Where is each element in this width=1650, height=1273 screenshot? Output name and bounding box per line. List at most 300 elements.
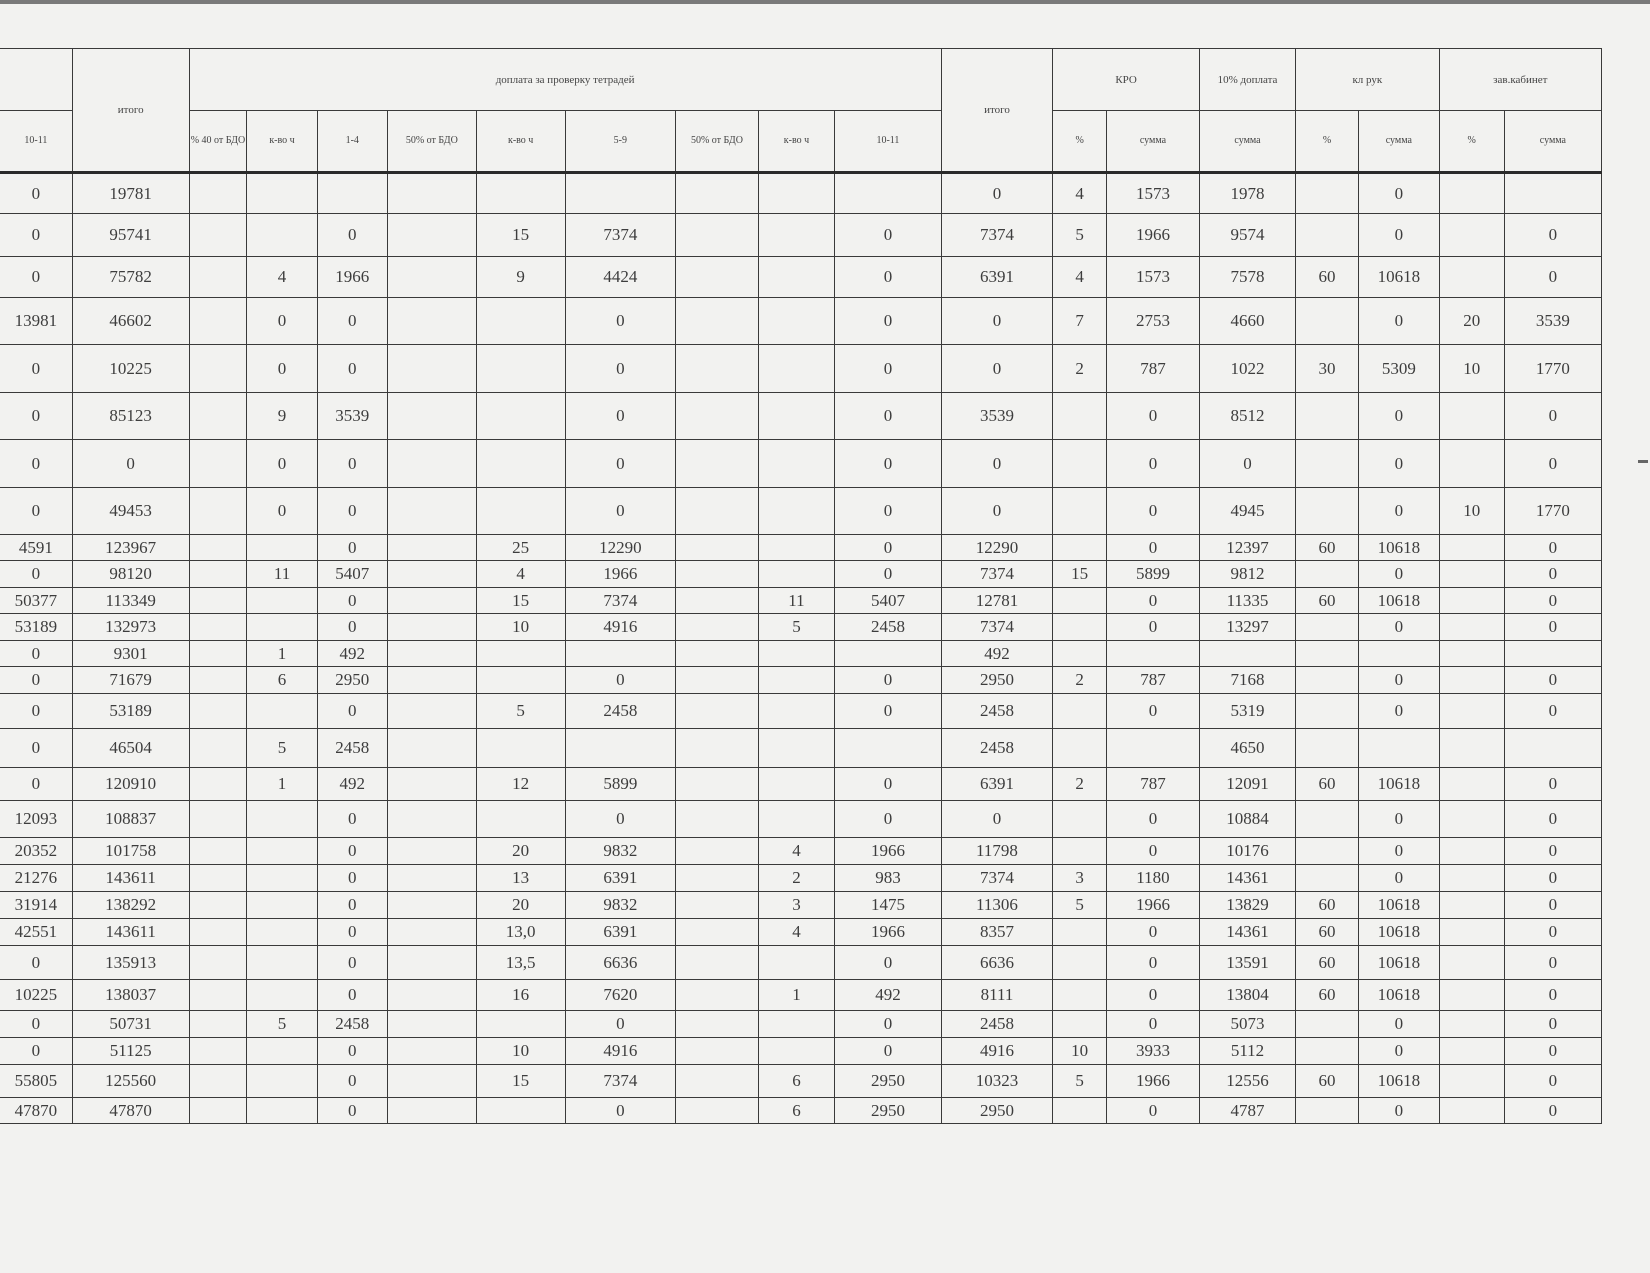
table-cell: 0: [317, 980, 387, 1011]
table-cell: [189, 393, 247, 440]
table-cell: [758, 1011, 834, 1038]
table-cell: [247, 838, 317, 865]
table-cell: [247, 1038, 317, 1065]
table-cell: 4: [758, 838, 834, 865]
table-cell: 787: [1106, 768, 1199, 801]
table-cell: 0: [1106, 614, 1199, 641]
table-cell: 1: [247, 641, 317, 667]
table-cell: 10225: [72, 345, 189, 393]
table-cell: 4591: [0, 535, 72, 561]
table-row: [0, 214, 1602, 257]
table-cell: 5319: [1199, 694, 1295, 729]
table-cell: 4660: [1199, 298, 1295, 345]
table-cell: 10323: [941, 1065, 1053, 1098]
table-cell: [189, 214, 247, 257]
table-cell: 0: [1359, 694, 1440, 729]
table-cell: 4916: [565, 614, 676, 641]
table-cell: [676, 488, 759, 535]
table-cell: 0: [1106, 694, 1199, 729]
table-cell: [758, 729, 834, 768]
subheader-cell: 50% от БДО: [387, 111, 476, 173]
table-row: [0, 1038, 1602, 1065]
table-cell: 0: [941, 440, 1053, 488]
table-cell: [1439, 641, 1504, 667]
table-cell: [758, 298, 834, 345]
table-cell: [758, 535, 834, 561]
table-cell: [1439, 892, 1504, 919]
table-cell: [1439, 980, 1504, 1011]
table-cell: 492: [941, 641, 1053, 667]
table-cell: [676, 946, 759, 980]
table-cell: 0: [247, 488, 317, 535]
table-cell: 4787: [1199, 1098, 1295, 1124]
table-cell: 10618: [1359, 1065, 1440, 1098]
table-cell: [476, 173, 565, 214]
table-cell: [1359, 641, 1440, 667]
table-cell: [247, 1065, 317, 1098]
table-cell: [565, 641, 676, 667]
table-cell: 0: [1359, 801, 1440, 838]
table-cell: [189, 614, 247, 641]
table-cell: 2: [758, 865, 834, 892]
table-cell: 21276: [0, 865, 72, 892]
table-cell: [758, 1038, 834, 1065]
table-cell: 10618: [1359, 535, 1440, 561]
table-cell: 0: [1359, 838, 1440, 865]
table-cell: 10: [476, 1038, 565, 1065]
table-cell: [189, 768, 247, 801]
table-cell: 7374: [941, 614, 1053, 641]
table-cell: 49453: [72, 488, 189, 535]
table-cell: [387, 1011, 476, 1038]
table-cell: 60: [1296, 946, 1359, 980]
table-cell: 0: [317, 838, 387, 865]
table-cell: [476, 1011, 565, 1038]
table-cell: 6391: [941, 257, 1053, 298]
table-cell: 983: [835, 865, 941, 892]
subheader-cell: к-во ч: [476, 111, 565, 173]
table-cell: [387, 298, 476, 345]
table-cell: [1439, 535, 1504, 561]
table-cell: [387, 865, 476, 892]
table-cell: 85123: [72, 393, 189, 440]
table-cell: 7374: [565, 1065, 676, 1098]
table-cell: 0: [1106, 440, 1199, 488]
table-cell: [387, 440, 476, 488]
table-cell: [189, 919, 247, 946]
table-row: [0, 298, 1602, 345]
table-cell: 0: [565, 393, 676, 440]
table-cell: [189, 801, 247, 838]
table-cell: 5073: [1199, 1011, 1295, 1038]
table-cell: 6: [247, 667, 317, 694]
table-cell: 108837: [72, 801, 189, 838]
table-cell: 0: [0, 641, 72, 667]
table-cell: [189, 1065, 247, 1098]
table-cell: 0: [1106, 946, 1199, 980]
table-cell: 0: [1504, 768, 1601, 801]
table-cell: 0: [0, 694, 72, 729]
table-cell: [189, 694, 247, 729]
table-row: [0, 946, 1602, 980]
table-cell: [247, 946, 317, 980]
table-cell: 1573: [1106, 257, 1199, 298]
table-cell: 132973: [72, 614, 189, 641]
table-cell: 5: [758, 614, 834, 641]
table-cell: 0: [1504, 865, 1601, 892]
table-cell: [387, 1065, 476, 1098]
table-cell: [1053, 440, 1107, 488]
table-cell: 5: [1053, 1065, 1107, 1098]
table-cell: [565, 729, 676, 768]
table-cell: 10: [476, 614, 565, 641]
table-cell: 4916: [941, 1038, 1053, 1065]
subheader-cell: %: [1296, 111, 1359, 173]
subheader-cell: %: [1053, 111, 1107, 173]
table-cell: [758, 440, 834, 488]
table-cell: 6636: [941, 946, 1053, 980]
table-cell: 53189: [72, 694, 189, 729]
table-cell: [1199, 641, 1295, 667]
table-cell: 7374: [941, 865, 1053, 892]
table-cell: 0: [0, 667, 72, 694]
table-cell: 7374: [941, 561, 1053, 588]
table-cell: 2: [1053, 768, 1107, 801]
subheader-cell: к-во ч: [758, 111, 834, 173]
table-cell: 7374: [565, 214, 676, 257]
table-cell: 1966: [1106, 1065, 1199, 1098]
table-cell: [189, 838, 247, 865]
table-cell: [676, 561, 759, 588]
table-cell: [1504, 173, 1601, 214]
table-cell: 20: [476, 838, 565, 865]
table-cell: 0: [835, 1011, 941, 1038]
table-body: [0, 173, 1602, 1124]
table-cell: 0: [1504, 892, 1601, 919]
table-cell: 3539: [1504, 298, 1601, 345]
table-cell: [758, 393, 834, 440]
table-cell: 0: [1359, 865, 1440, 892]
table-cell: 46602: [72, 298, 189, 345]
table-cell: [387, 919, 476, 946]
table-cell: [1439, 838, 1504, 865]
table-cell: 0: [0, 946, 72, 980]
table-cell: [317, 173, 387, 214]
table-row: [0, 1065, 1602, 1098]
table-cell: 0: [565, 298, 676, 345]
table-cell: 60: [1296, 1065, 1359, 1098]
table-cell: [1439, 1065, 1504, 1098]
table-cell: [1296, 801, 1359, 838]
subheader-row: [0, 111, 1602, 173]
subheader-cell: % 40 от БДО: [189, 111, 247, 173]
table-cell: 5899: [565, 768, 676, 801]
table-cell: 50377: [0, 588, 72, 614]
table-cell: 0: [835, 440, 941, 488]
table-cell: 1573: [1106, 173, 1199, 214]
table-cell: 5: [247, 729, 317, 768]
table-cell: [189, 257, 247, 298]
table-cell: 0: [1359, 440, 1440, 488]
table-cell: 5: [1053, 892, 1107, 919]
table-cell: 6391: [565, 865, 676, 892]
table-cell: 0: [0, 561, 72, 588]
table-cell: 6636: [565, 946, 676, 980]
table-cell: 1770: [1504, 488, 1601, 535]
table-cell: [247, 801, 317, 838]
table-cell: [676, 345, 759, 393]
table-cell: 15: [476, 588, 565, 614]
table-row: [0, 561, 1602, 588]
table-cell: 4: [1053, 173, 1107, 214]
table-cell: 13,5: [476, 946, 565, 980]
table-cell: [387, 614, 476, 641]
table-cell: [1439, 865, 1504, 892]
table-cell: 7374: [565, 588, 676, 614]
table-cell: 7620: [565, 980, 676, 1011]
table-cell: 8111: [941, 980, 1053, 1011]
table-cell: 0: [565, 1098, 676, 1124]
table-cell: 138037: [72, 980, 189, 1011]
table-cell: 9812: [1199, 561, 1295, 588]
table-cell: 143611: [72, 865, 189, 892]
subheader-cell: 1-4: [317, 111, 387, 173]
table-cell: 10618: [1359, 257, 1440, 298]
table-cell: [1053, 614, 1107, 641]
table-cell: 12781: [941, 588, 1053, 614]
table-cell: 1770: [1504, 345, 1601, 393]
table-cell: [1296, 694, 1359, 729]
table-cell: 1966: [835, 838, 941, 865]
table-cell: 2458: [317, 1011, 387, 1038]
table-cell: 4: [247, 257, 317, 298]
table-cell: 0: [1359, 298, 1440, 345]
table-cell: [189, 345, 247, 393]
table-cell: 0: [317, 488, 387, 535]
table-cell: 0: [565, 801, 676, 838]
table-cell: [1439, 768, 1504, 801]
table-cell: 0: [1359, 214, 1440, 257]
table-cell: [1053, 1098, 1107, 1124]
table-cell: [676, 214, 759, 257]
table-cell: [387, 173, 476, 214]
table-cell: [758, 694, 834, 729]
table-cell: [1053, 729, 1107, 768]
table-cell: 0: [317, 946, 387, 980]
table-cell: 0: [941, 173, 1053, 214]
table-cell: 2753: [1106, 298, 1199, 345]
table-cell: 0: [565, 345, 676, 393]
table-cell: [1439, 667, 1504, 694]
table-cell: [676, 1065, 759, 1098]
table-cell: 60: [1296, 980, 1359, 1011]
table-cell: 10225: [0, 980, 72, 1011]
table-cell: [1439, 946, 1504, 980]
table-cell: 0: [317, 345, 387, 393]
table-cell: [387, 892, 476, 919]
table-cell: 10618: [1359, 919, 1440, 946]
table-cell: [676, 257, 759, 298]
table-cell: 9832: [565, 838, 676, 865]
table-cell: [1296, 614, 1359, 641]
table-cell: 0: [1504, 667, 1601, 694]
table-cell: 5407: [317, 561, 387, 588]
table-cell: [189, 535, 247, 561]
table-cell: 4: [476, 561, 565, 588]
table-cell: 13297: [1199, 614, 1295, 641]
table-cell: [476, 1098, 565, 1124]
table-cell: [1106, 641, 1199, 667]
table-cell: 0: [1359, 667, 1440, 694]
table-cell: 7578: [1199, 257, 1295, 298]
table-cell: 2458: [565, 694, 676, 729]
table-cell: 0: [835, 946, 941, 980]
table-cell: 7: [1053, 298, 1107, 345]
table-cell: 0: [317, 588, 387, 614]
table-cell: 0: [1504, 440, 1601, 488]
table-cell: 0: [835, 1038, 941, 1065]
table-cell: 0: [1359, 173, 1440, 214]
table-cell: [758, 345, 834, 393]
table-cell: 10618: [1359, 892, 1440, 919]
table-cell: 4945: [1199, 488, 1295, 535]
table-cell: 9: [247, 393, 317, 440]
table-cell: 0: [835, 535, 941, 561]
table-cell: 11798: [941, 838, 1053, 865]
table-cell: 98120: [72, 561, 189, 588]
table-cell: 0: [1106, 393, 1199, 440]
table-row: [0, 588, 1602, 614]
table-cell: [1439, 440, 1504, 488]
table-cell: 123967: [72, 535, 189, 561]
table-cell: 2458: [317, 729, 387, 768]
table-cell: 7168: [1199, 667, 1295, 694]
table-cell: [676, 535, 759, 561]
table-cell: [676, 1098, 759, 1124]
table-cell: 60: [1296, 892, 1359, 919]
table-cell: [758, 801, 834, 838]
table-cell: 50731: [72, 1011, 189, 1038]
table-cell: 3539: [317, 393, 387, 440]
table-row: [0, 173, 1602, 214]
table-cell: [1053, 801, 1107, 838]
table-cell: 0: [1359, 614, 1440, 641]
table-cell: 5: [476, 694, 565, 729]
table-cell: 20: [476, 892, 565, 919]
table-cell: 0: [835, 768, 941, 801]
subheader-cell: сумма: [1199, 111, 1295, 173]
table-row: [0, 1098, 1602, 1124]
table-cell: [1359, 729, 1440, 768]
table-cell: 0: [317, 919, 387, 946]
table-cell: [1053, 919, 1107, 946]
table-cell: [676, 1038, 759, 1065]
table-cell: 0: [1504, 801, 1601, 838]
table-cell: 0: [835, 257, 941, 298]
table-cell: 12397: [1199, 535, 1295, 561]
table-cell: 0: [1359, 561, 1440, 588]
table-cell: 0: [1504, 214, 1601, 257]
table-cell: 0: [835, 488, 941, 535]
table-cell: 0: [1359, 488, 1440, 535]
table-cell: 10618: [1359, 946, 1440, 980]
table-cell: 75782: [72, 257, 189, 298]
table-cell: 11306: [941, 892, 1053, 919]
table-cell: 13,0: [476, 919, 565, 946]
table-cell: 1966: [565, 561, 676, 588]
table-cell: 0: [835, 393, 941, 440]
table-cell: 71679: [72, 667, 189, 694]
table-cell: 0: [1504, 919, 1601, 946]
table-cell: 2950: [317, 667, 387, 694]
table-cell: 787: [1106, 667, 1199, 694]
table-row: [0, 393, 1602, 440]
table-cell: 1022: [1199, 345, 1295, 393]
table-cell: 0: [941, 488, 1053, 535]
table-cell: 0: [247, 440, 317, 488]
table-cell: 46504: [72, 729, 189, 768]
table-cell: [676, 919, 759, 946]
table-cell: 5: [247, 1011, 317, 1038]
table-cell: 0: [1504, 1011, 1601, 1038]
table-cell: 2458: [941, 729, 1053, 768]
table-cell: 0: [941, 298, 1053, 345]
table-cell: [387, 838, 476, 865]
table-cell: 9301: [72, 641, 189, 667]
table-row: [0, 768, 1602, 801]
table-cell: 15: [1053, 561, 1107, 588]
table-cell: 5899: [1106, 561, 1199, 588]
table-cell: 0: [317, 214, 387, 257]
table-cell: 60: [1296, 768, 1359, 801]
table-cell: [835, 729, 941, 768]
table-cell: 0: [565, 667, 676, 694]
table-cell: [1296, 838, 1359, 865]
header-kpo: КРО: [1053, 49, 1200, 111]
table-row: [0, 667, 1602, 694]
table-cell: [1439, 729, 1504, 768]
table-cell: [1296, 1011, 1359, 1038]
table-cell: 0: [835, 298, 941, 345]
table-cell: 6: [758, 1065, 834, 1098]
table-cell: [387, 345, 476, 393]
table-cell: 47870: [0, 1098, 72, 1124]
table-cell: [247, 535, 317, 561]
table-cell: [1106, 729, 1199, 768]
table-cell: 1966: [317, 257, 387, 298]
table-cell: 25: [476, 535, 565, 561]
table-cell: [476, 345, 565, 393]
subheader-cell: 5-9: [565, 111, 676, 173]
table-cell: [387, 588, 476, 614]
table-cell: 2458: [941, 694, 1053, 729]
table-cell: [758, 667, 834, 694]
table-cell: 55805: [0, 1065, 72, 1098]
table-cell: 5309: [1359, 345, 1440, 393]
table-cell: [387, 214, 476, 257]
table-cell: [247, 694, 317, 729]
table-cell: 9832: [565, 892, 676, 919]
table-cell: [676, 588, 759, 614]
table-cell: 13591: [1199, 946, 1295, 980]
table-cell: 13981: [0, 298, 72, 345]
table-cell: 2458: [941, 1011, 1053, 1038]
table-cell: [1296, 561, 1359, 588]
table-cell: [1439, 257, 1504, 298]
table-cell: [189, 173, 247, 214]
table-cell: 0: [0, 1011, 72, 1038]
table-cell: 12290: [941, 535, 1053, 561]
